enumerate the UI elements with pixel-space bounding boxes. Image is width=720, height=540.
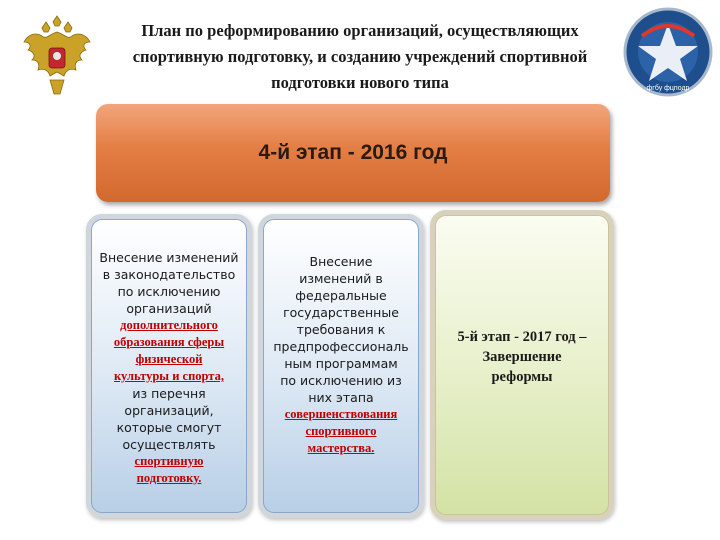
card-line: из перечня [132, 386, 206, 401]
title-line: План по реформированию организаций, осуществляющих [141, 21, 579, 40]
card-line: которые смогут [116, 420, 222, 435]
card-text [91, 219, 247, 487]
card-line: по исключению из [280, 373, 402, 388]
page-title [110, 18, 610, 96]
highlighted-line: спортивного [305, 424, 377, 438]
card-stage-5 [430, 210, 614, 520]
highlighted-line: мастерства. [307, 441, 375, 455]
card-line: требования к [296, 322, 386, 337]
card-legislation-changes [86, 214, 252, 518]
card-line: в законодательство [102, 267, 236, 282]
card-line: организаций, [124, 403, 214, 418]
card-line: государственные [283, 305, 399, 320]
card-line: по исключению [117, 284, 221, 299]
stage-4-label: 4-й этап - 2016 год [258, 141, 448, 164]
card-line: организаций [126, 301, 212, 316]
card-line: федеральные [295, 288, 387, 303]
highlighted-line: подготовку. [136, 471, 202, 485]
highlighted-line: физической [135, 352, 203, 366]
card-line: изменений в [299, 271, 383, 286]
card-line: них этапа [308, 390, 374, 405]
card-line: реформы [491, 369, 553, 385]
stage-5-text [435, 327, 609, 387]
title-line: спортивную подготовку, и созданию учреждений спортивной [132, 47, 588, 66]
card-text [263, 219, 419, 457]
card-line: 5-й этап - 2017 год – [457, 329, 587, 345]
card-line: Внесение изменений [99, 250, 239, 265]
highlighted-line: дополнительного [120, 318, 218, 332]
logo-text: фгбу фцподр [646, 85, 690, 92]
card-line: ным программам [284, 356, 398, 371]
highlighted-line: спортивную [134, 454, 204, 468]
card-line: Завершение [482, 349, 562, 365]
highlighted-line: культуры и спорта, [114, 369, 224, 383]
stage-4-banner [96, 104, 610, 202]
sports-center-logo [622, 6, 714, 98]
coat-of-arms-logo [20, 14, 94, 98]
card-line: осуществлять [122, 437, 216, 452]
highlighted-line: совершенствования [284, 407, 398, 421]
highlighted-line: образования сферы [113, 335, 225, 349]
card-line: Внесение [309, 254, 373, 269]
title-line: подготовки нового типа [271, 73, 449, 92]
card-line: предпрофессиональ [273, 339, 409, 354]
card-federal-requirements [258, 214, 424, 518]
